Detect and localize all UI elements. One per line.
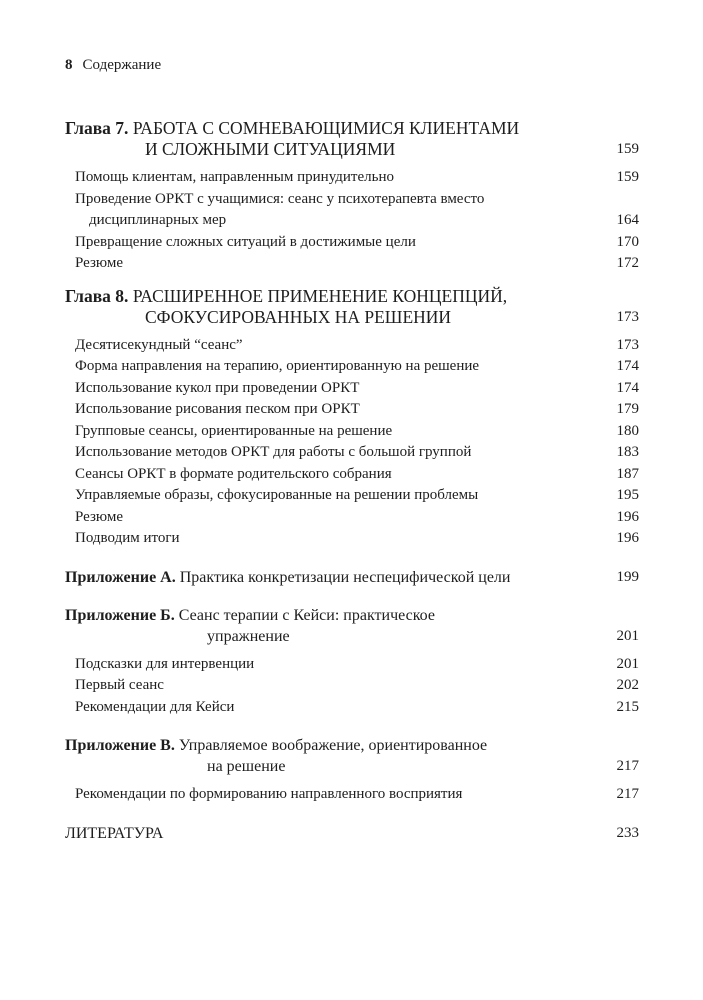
entry-text: Превращение сложных ситуаций в достижимые цели: [75, 233, 416, 250]
entry-page: 179: [616, 401, 639, 417]
entry-page: 159: [616, 169, 639, 185]
chapter-title-line2: И СЛОЖНЫМИ СИТУАЦИЯМИ: [145, 139, 396, 159]
entry-text: Использование рисования песком при ОРКТ: [75, 401, 360, 417]
entry-text: Рекомендации по формированию направленного восприятия: [75, 786, 463, 802]
toc-entry[interactable]: [65, 442, 639, 464]
appendix-v-heading[interactable]: [65, 735, 639, 777]
toc-entry[interactable]: [65, 697, 639, 719]
table-of-contents: [65, 118, 639, 844]
entry-page: 170: [616, 233, 639, 250]
toc-entry[interactable]: [65, 167, 639, 189]
appendix-label: Приложение А.: [65, 568, 176, 586]
toc-entry[interactable]: [65, 528, 639, 550]
entry-page: 180: [616, 422, 639, 439]
appendix-title-line2: на решение: [207, 758, 286, 775]
entry-page: 174: [616, 379, 639, 396]
toc-entry[interactable]: [65, 335, 639, 357]
page-number: 8: [65, 57, 73, 73]
appendix-title-line1: Сеанс терапии с Кейси: практическое: [178, 606, 435, 624]
appendix-label: Приложение Б.: [65, 606, 175, 624]
toc-entry[interactable]: [65, 189, 639, 232]
toc-entry[interactable]: [65, 507, 639, 529]
entry-page: 217: [616, 786, 639, 802]
chapter-7-heading[interactable]: [65, 118, 639, 160]
entry-text: Резюме: [75, 255, 124, 271]
appendix-b-heading[interactable]: [65, 605, 639, 647]
appendix-title-line1: Управляемое воображение, ориентированное: [178, 737, 488, 754]
appendix-title: Практика конкретизации неспецифической цели: [179, 568, 511, 586]
chapter-label: Глава 7.: [65, 118, 129, 138]
entry-text: Резюме: [75, 508, 124, 525]
running-head: [65, 57, 161, 74]
entry-page: 173: [616, 336, 639, 353]
chapter-label: Глава 8.: [65, 285, 129, 306]
entry-text: Подсказки для интервенции: [75, 655, 255, 672]
entry-page: 174: [616, 358, 639, 374]
entry-text: Десятисекундный “сеанс”: [75, 336, 243, 353]
toc-entry[interactable]: [65, 356, 639, 378]
entry-page: 172: [616, 255, 639, 271]
entry-page: 201: [616, 655, 639, 672]
appendix-page: 199: [616, 568, 639, 585]
toc-entry[interactable]: [65, 232, 639, 254]
running-head-title: Содержание: [82, 57, 162, 73]
entry-text: Рекомендации для Кейси: [75, 698, 235, 715]
literature-label: ЛИТЕРАТУРА: [65, 824, 164, 842]
entry-text: Первый сеанс: [75, 677, 164, 693]
appendix-title-line2: упражнение: [207, 627, 290, 645]
entry-page: 202: [616, 677, 639, 693]
entry-page: 215: [616, 698, 639, 715]
chapter-8-heading[interactable]: [65, 286, 639, 328]
entry-page: 196: [616, 508, 639, 525]
entry-text: Проведение ОРКТ с учащимися: сеанс у психотерапевта вместо: [75, 190, 485, 207]
entry-page: 187: [616, 465, 639, 482]
entry-text: Сеансы ОРКТ в формате родительского собрания: [75, 465, 392, 482]
literature-page: 233: [616, 824, 639, 841]
entry-page: 195: [616, 487, 639, 503]
entry-text: Использование кукол при проведении ОРКТ: [75, 379, 360, 396]
toc-entry[interactable]: [65, 378, 639, 400]
entry-text-continued: дисциплинарных мер: [89, 212, 227, 228]
entry-page: 183: [616, 444, 639, 460]
chapter-page: 159: [616, 141, 639, 157]
toc-entry[interactable]: [65, 784, 639, 806]
toc-entry[interactable]: [65, 399, 639, 421]
entry-page: 164: [616, 212, 639, 228]
appendix-page: 217: [616, 758, 639, 774]
entry-text: Использование методов ОРКТ для работы с большой группой: [75, 444, 472, 460]
entry-text: Помощь клиентам, направленным принудительно: [75, 169, 394, 185]
toc-entry[interactable]: [65, 654, 639, 676]
appendix-a-heading[interactable]: [65, 567, 639, 588]
chapter-title-line1: РАСШИРЕННОЕ ПРИМЕНЕНИЕ КОНЦЕПЦИЙ,: [132, 285, 508, 306]
entry-page: 196: [616, 530, 639, 546]
appendix-page: 201: [616, 627, 639, 644]
entry-text: Групповые сеансы, ориентированные на решение: [75, 422, 393, 439]
toc-entry[interactable]: [65, 421, 639, 443]
entry-text: Форма направления на терапию, ориентированную на решение: [75, 358, 480, 374]
entry-text: Подводим итоги: [75, 530, 180, 546]
entry-text: Управляемые образы, сфокусированные на решении проблемы: [75, 487, 479, 503]
appendix-label: Приложение В.: [65, 737, 175, 754]
toc-entry[interactable]: [65, 485, 639, 507]
chapter-page: 173: [616, 308, 639, 325]
toc-entry[interactable]: [65, 253, 639, 275]
toc-entry[interactable]: [65, 675, 639, 697]
chapter-title-line1: РАБОТА С СОМНЕВАЮЩИМИСЯ КЛИЕНТАМИ: [132, 118, 520, 138]
chapter-title-line2: СФОКУСИРОВАННЫХ НА РЕШЕНИИ: [145, 306, 452, 327]
literature-heading[interactable]: [65, 823, 639, 844]
toc-entry[interactable]: [65, 464, 639, 486]
